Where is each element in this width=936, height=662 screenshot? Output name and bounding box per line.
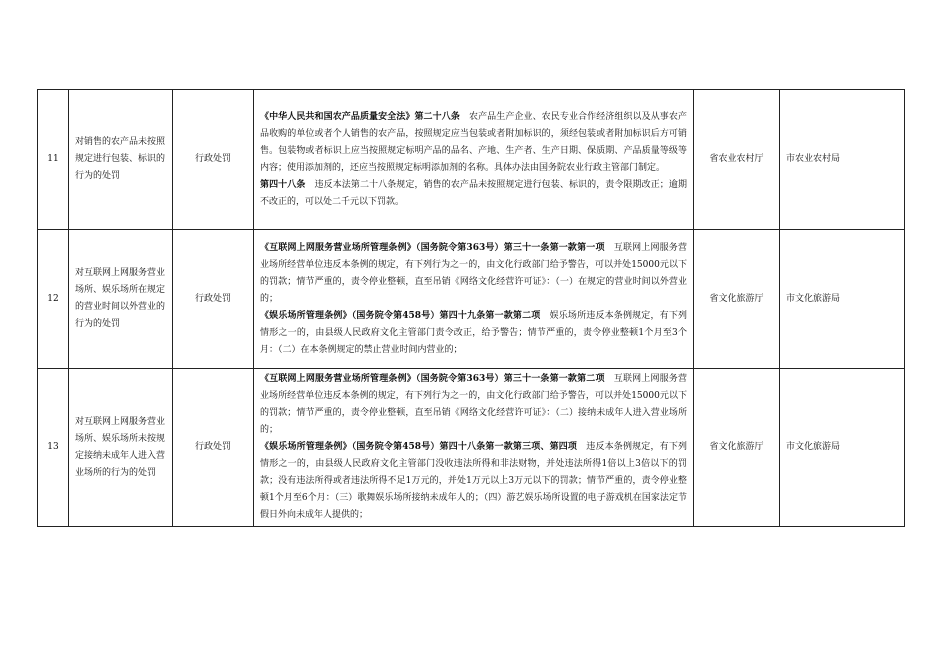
province-department: 省文化旅游厅 [694, 230, 780, 369]
basis-text: 互联网上网服务营业场所经营单位违反本条例的规定，有下列行为之一的，由文化行政部门给予警告，可以并处15000元以下的罚款；情节严重的，责令停业整顿，直至吊销《网络文化经营许可证》：（二）接纳未成年人进入营业场所的； [260, 374, 687, 435]
legal-basis [254, 90, 694, 230]
item-type: 行政处罚 [173, 369, 254, 527]
row-number: 11 [38, 90, 69, 230]
basis-text: 违反本条例规定，有下列情形之一的，由县级人民政府文化主管部门没收违法所得和非法财物，并处违法所得1倍以上3倍以下的罚款；没有违法所得或者违法所得不足1万元的，并处1万元以上3万元以下的罚款；情节严重的，责令停业整顿1个月至6个月：（三）歌舞娱乐场所接纳未成年人的；（四）游艺娱乐场所设置的电子游戏机在国家法定节假日外向未成年人提供的； [260, 442, 687, 520]
basis-paragraph [260, 308, 687, 359]
city-department: 市文化旅游局 [780, 369, 905, 527]
basis-paragraph [260, 177, 687, 211]
table-row [38, 230, 905, 369]
item-type: 行政处罚 [173, 90, 254, 230]
basis-text: 农产品生产企业、农民专业合作经济组织以及从事农产品收购的单位或者个人销售的农产品，按照规定应当包装或者附加标识的，须经包装或者附加标识后方可销售。包装物或者标识上应当按照规定标明产品的品名、产地、生产者、生产日期、保质期、产品质量等级等内容；使用添加剂的，还应当按照规定标明添加剂的名称。具体办法由国务院农业行政主管部门制定。 [260, 111, 687, 173]
item-type: 行政处罚 [173, 230, 254, 369]
legal-basis [254, 369, 694, 527]
basis-heading: 《互联网上网服务营业场所管理条例》（国务院令第363号）第三十一条第一款第二项 [260, 374, 605, 384]
legal-basis [254, 230, 694, 369]
table-row [38, 369, 905, 527]
basis-paragraph [260, 109, 687, 177]
city-department: 市农业农村局 [780, 90, 905, 230]
basis-heading: 《中华人民共和国农产品质量安全法》第二十八条 [260, 111, 460, 122]
basis-text: 互联网上网服务营业场所经营单位违反本条例的规定，有下列行为之一的，由文化行政部门给予警告，可以并处15000元以下的罚款；情节严重的，责令停业整顿，直至吊销《网络文化经营许可证》：（一）在规定的营业时间以外营业的； [260, 242, 687, 304]
province-department: 省农业农村厅 [694, 90, 780, 230]
item-name: 对销售的农产品未按照规定进行包装、标识的行为的处罚 [69, 90, 173, 230]
basis-heading: 《娱乐场所管理条例》（国务院令第458号）第四十八条第一款第三项、第四项 [260, 442, 578, 452]
province-department: 省文化旅游厅 [694, 369, 780, 527]
basis-paragraph [260, 439, 687, 524]
basis-text: 娱乐场所违反本条例规定，有下列情形之一的，由县级人民政府文化主管部门责令改正，给予警告；情节严重的，责令停业整顿1个月至3个月：（二）在本条例规定的禁止营业时间内营业的； [260, 310, 687, 355]
item-name: 对互联网上网服务营业场所、娱乐场所在规定的营业时间以外营业的行为的处罚 [69, 230, 173, 369]
basis-heading: 第四十八条 [260, 179, 306, 190]
basis-paragraph [260, 240, 687, 308]
row-number: 12 [38, 230, 69, 369]
basis-text: 违反本法第二十八条规定，销售的农产品未按照规定进行包装、标识的，责令限期改正；逾期不改正的，可以处二千元以下罚款。 [260, 179, 687, 207]
authority-list-table [37, 89, 905, 527]
row-number: 13 [38, 369, 69, 527]
item-name: 对互联网上网服务营业场所、娱乐场所未按规定接纳未成年人进入营业场所的行为的处罚 [69, 369, 173, 527]
basis-heading: 《互联网上网服务营业场所管理条例》（国务院令第363号）第三十一条第一款第一项 [260, 242, 605, 253]
basis-paragraph [260, 371, 687, 439]
basis-heading: 《娱乐场所管理条例》（国务院令第458号）第四十九条第一款第二项 [260, 310, 541, 321]
table-row [38, 90, 905, 230]
city-department: 市文化旅游局 [780, 230, 905, 369]
